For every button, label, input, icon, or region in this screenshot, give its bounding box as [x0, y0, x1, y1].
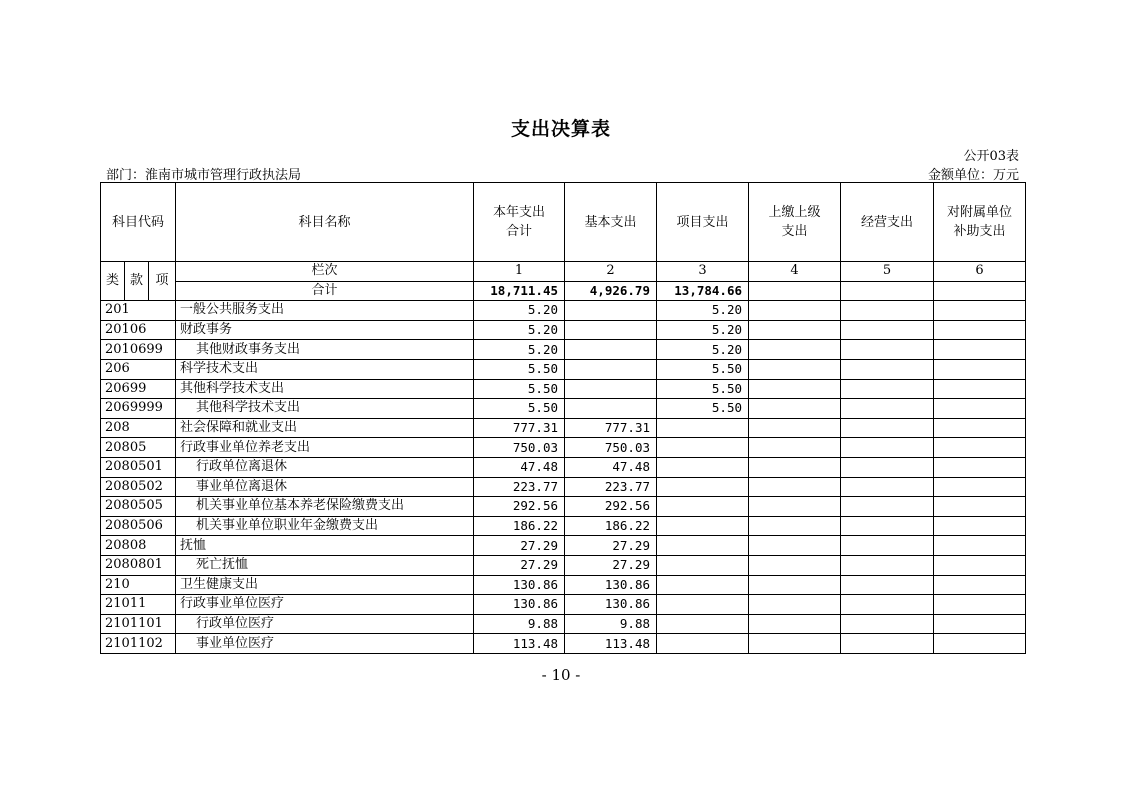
row-subsidy: [934, 497, 1026, 517]
row-upper: [749, 575, 841, 595]
sum-total: 18,711.45: [474, 281, 565, 301]
table-row: [101, 379, 1026, 399]
header-subject-name: 科目名称: [176, 183, 474, 262]
row-upper: [749, 301, 841, 321]
header-project: 项目支出: [657, 183, 749, 262]
row-code: 2080502: [101, 477, 176, 497]
row-name: 财政事务: [176, 320, 474, 340]
table-row: [101, 555, 1026, 575]
unit-label: 金额单位：万元: [927, 168, 1019, 183]
row-code: 2010699: [101, 340, 176, 360]
row-code: 2080505: [101, 497, 176, 517]
sum-row: [101, 281, 1026, 301]
row-basic: [565, 359, 657, 379]
row-subsidy: [934, 477, 1026, 497]
row-basic: 9.88: [565, 614, 657, 634]
row-basic: 750.03: [565, 438, 657, 458]
row-upper: [749, 418, 841, 438]
table-row: [101, 340, 1026, 360]
row-code: 2080501: [101, 457, 176, 477]
row-project: 5.50: [657, 359, 749, 379]
row-code: 2080506: [101, 516, 176, 536]
row-business: [841, 457, 934, 477]
row-basic: 47.48: [565, 457, 657, 477]
header-total-label: 本年支出合计: [492, 205, 545, 239]
sum-business: [841, 281, 934, 301]
table-row: [101, 516, 1026, 536]
row-business: [841, 516, 934, 536]
table-row: [101, 399, 1026, 419]
header-row: [101, 183, 1026, 262]
row-project: 5.50: [657, 399, 749, 419]
row-total: 223.77: [474, 477, 565, 497]
table-row: [101, 438, 1026, 458]
row-project: [657, 457, 749, 477]
row-name: 死亡抚恤: [176, 555, 474, 575]
table-row: [101, 320, 1026, 340]
row-subsidy: [934, 379, 1026, 399]
table-row: [101, 575, 1026, 595]
row-project: 5.50: [657, 379, 749, 399]
row-subsidy: [934, 301, 1026, 321]
row-total: 5.50: [474, 359, 565, 379]
row-subsidy: [934, 359, 1026, 379]
row-subsidy: [934, 536, 1026, 556]
row-basic: 186.22: [565, 516, 657, 536]
row-subsidy: [934, 418, 1026, 438]
row-total: 9.88: [474, 614, 565, 634]
header-xiang: 项: [149, 262, 176, 301]
column-index-row: [101, 262, 1026, 282]
row-upper: [749, 457, 841, 477]
row-code: 2101101: [101, 614, 176, 634]
row-business: [841, 634, 934, 654]
row-business: [841, 340, 934, 360]
sum-basic: 4,926.79: [565, 281, 657, 301]
row-subsidy: [934, 320, 1026, 340]
row-code: 2080801: [101, 555, 176, 575]
row-upper: [749, 595, 841, 615]
row-name: 行政单位医疗: [176, 614, 474, 634]
header-lei: 类: [101, 262, 125, 301]
table-row: [101, 497, 1026, 517]
col-index-1: 1: [474, 262, 565, 282]
row-business: [841, 438, 934, 458]
row-upper: [749, 634, 841, 654]
row-upper: [749, 555, 841, 575]
row-name: 其他财政事务支出: [176, 340, 474, 360]
row-name: 事业单位医疗: [176, 634, 474, 654]
row-project: [657, 497, 749, 517]
row-name: 其他科学技术支出: [176, 379, 474, 399]
sum-subsidy: [934, 281, 1026, 301]
row-project: [657, 418, 749, 438]
row-total: 5.20: [474, 320, 565, 340]
row-name: 行政事业单位医疗: [176, 595, 474, 615]
row-basic: [565, 399, 657, 419]
row-name: 行政单位离退休: [176, 457, 474, 477]
row-project: [657, 575, 749, 595]
row-project: 5.20: [657, 301, 749, 321]
row-subsidy: [934, 555, 1026, 575]
row-subsidy: [934, 516, 1026, 536]
row-business: [841, 301, 934, 321]
row-total: 47.48: [474, 457, 565, 477]
row-code: 20699: [101, 379, 176, 399]
col-index-3: 3: [657, 262, 749, 282]
row-basic: [565, 340, 657, 360]
row-basic: 777.31: [565, 418, 657, 438]
row-business: [841, 359, 934, 379]
row-business: [841, 497, 934, 517]
col-index-2: 2: [565, 262, 657, 282]
row-total: 113.48: [474, 634, 565, 654]
row-upper: [749, 516, 841, 536]
header-total: [474, 183, 565, 262]
row-upper: [749, 477, 841, 497]
row-subsidy: [934, 457, 1026, 477]
row-project: [657, 595, 749, 615]
row-name: 事业单位离退休: [176, 477, 474, 497]
table-row: [101, 595, 1026, 615]
col-index-4: 4: [749, 262, 841, 282]
row-upper: [749, 614, 841, 634]
row-code: 2101102: [101, 634, 176, 654]
row-business: [841, 477, 934, 497]
row-subsidy: [934, 575, 1026, 595]
row-upper: [749, 359, 841, 379]
row-business: [841, 555, 934, 575]
table-row: [101, 536, 1026, 556]
header-subsidy: [934, 183, 1026, 262]
table-row: [101, 477, 1026, 497]
row-subsidy: [934, 595, 1026, 615]
sum-label: 合计: [176, 281, 474, 301]
row-upper: [749, 536, 841, 556]
row-project: [657, 516, 749, 536]
row-business: [841, 418, 934, 438]
row-project: [657, 438, 749, 458]
row-name: 科学技术支出: [176, 359, 474, 379]
row-basic: 27.29: [565, 555, 657, 575]
row-business: [841, 379, 934, 399]
row-upper: [749, 438, 841, 458]
row-total: 186.22: [474, 516, 565, 536]
row-total: 292.56: [474, 497, 565, 517]
row-basic: 130.86: [565, 595, 657, 615]
row-project: 5.20: [657, 340, 749, 360]
form-code: 公开03表: [963, 149, 1019, 164]
row-total: 130.86: [474, 575, 565, 595]
header-subsidy-label: 对附属单位补助支出: [946, 205, 1012, 239]
row-code: 208: [101, 418, 176, 438]
row-code: 206: [101, 359, 176, 379]
page-number: - 10 -: [541, 666, 581, 684]
row-code: 20808: [101, 536, 176, 556]
row-name: 机关事业单位职业年金缴费支出: [176, 516, 474, 536]
header-basic: 基本支出: [565, 183, 657, 262]
row-name: 一般公共服务支出: [176, 301, 474, 321]
row-business: [841, 614, 934, 634]
row-subsidy: [934, 634, 1026, 654]
row-upper: [749, 379, 841, 399]
row-name: 抚恤: [176, 536, 474, 556]
table-row: [101, 634, 1026, 654]
row-basic: [565, 320, 657, 340]
sum-project: 13,784.66: [657, 281, 749, 301]
row-total: 27.29: [474, 536, 565, 556]
row-subsidy: [934, 614, 1026, 634]
row-basic: 130.86: [565, 575, 657, 595]
table-row: [101, 457, 1026, 477]
row-code: 20805: [101, 438, 176, 458]
row-total: 750.03: [474, 438, 565, 458]
row-business: [841, 320, 934, 340]
row-code: 20106: [101, 320, 176, 340]
header-upper-label: 上缴上级支出: [768, 205, 821, 239]
header-upper: [749, 183, 841, 262]
row-total: 5.50: [474, 379, 565, 399]
row-name: 其他科学技术支出: [176, 399, 474, 419]
expenditure-table: [100, 182, 1026, 654]
department-label: 部门：淮南市城市管理行政执法局: [106, 168, 302, 183]
row-total: 130.86: [474, 595, 565, 615]
row-code: 21011: [101, 595, 176, 615]
row-project: [657, 477, 749, 497]
table-row: [101, 359, 1026, 379]
row-name: 机关事业单位基本养老保险缴费支出: [176, 497, 474, 517]
row-basic: 223.77: [565, 477, 657, 497]
col-index-5: 5: [841, 262, 934, 282]
row-basic: 27.29: [565, 536, 657, 556]
page-title: 支出决算表: [510, 118, 611, 140]
header-subject-code: 科目代码: [101, 183, 176, 262]
row-project: [657, 536, 749, 556]
row-business: [841, 536, 934, 556]
header-business: 经营支出: [841, 183, 934, 262]
row-name: 行政事业单位养老支出: [176, 438, 474, 458]
row-subsidy: [934, 340, 1026, 360]
row-business: [841, 595, 934, 615]
table-row: [101, 614, 1026, 634]
row-code: 2069999: [101, 399, 176, 419]
row-basic: [565, 379, 657, 399]
column-index-label: 栏次: [176, 262, 474, 282]
row-upper: [749, 497, 841, 517]
row-upper: [749, 320, 841, 340]
sum-upper: [749, 281, 841, 301]
row-total: 777.31: [474, 418, 565, 438]
row-code: 201: [101, 301, 176, 321]
col-index-6: 6: [934, 262, 1026, 282]
row-basic: [565, 301, 657, 321]
row-total: 5.50: [474, 399, 565, 419]
row-subsidy: [934, 438, 1026, 458]
row-basic: 292.56: [565, 497, 657, 517]
row-project: [657, 634, 749, 654]
row-total: 27.29: [474, 555, 565, 575]
row-project: 5.20: [657, 320, 749, 340]
row-business: [841, 575, 934, 595]
row-total: 5.20: [474, 340, 565, 360]
row-upper: [749, 399, 841, 419]
row-business: [841, 399, 934, 419]
row-project: [657, 614, 749, 634]
row-project: [657, 555, 749, 575]
row-name: 卫生健康支出: [176, 575, 474, 595]
row-subsidy: [934, 399, 1026, 419]
row-code: 210: [101, 575, 176, 595]
table-row: [101, 301, 1026, 321]
row-name: 社会保障和就业支出: [176, 418, 474, 438]
table-row: [101, 418, 1026, 438]
row-total: 5.20: [474, 301, 565, 321]
row-basic: 113.48: [565, 634, 657, 654]
row-upper: [749, 340, 841, 360]
header-kuan: 款: [125, 262, 149, 301]
